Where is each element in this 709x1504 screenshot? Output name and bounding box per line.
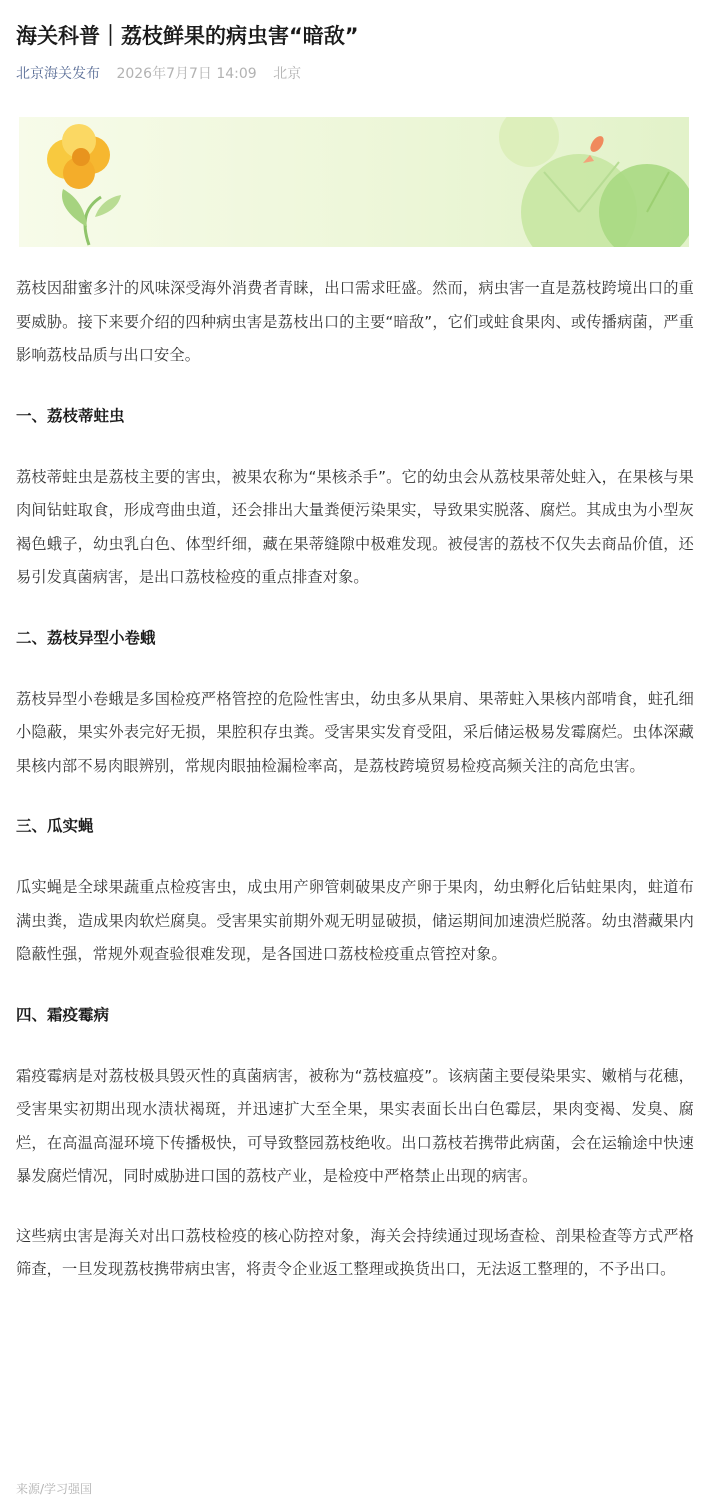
section-paragraph: 霜疫霉病是对荔枝极具毁灭性的真菌病害，被称为“荔枝瘟疫”。该病菌主要侵染果实、嫩梢与花穗，受害果实初期出现水渍状褐斑，并迅速扩大至全果，果实表面长出白色霉层，果肉变褐、发臭、腐烂，在高温高湿环境下传播极快，可导致整园荔枝绝收。出口荔枝若携带此病菌，会在运输途中快速暴发腐烂情况，同时威胁进口国的荔枝产业，是检疫中严格禁止出现的病害。: [16, 1066, 694, 1185]
leaf-icon: [62, 189, 121, 245]
section-paragraph: 荔枝异型小卷蛾是多国检疫严格管控的危险性害虫，幼虫多从果肩、果蒂蛀入果核内部啃食，蛀孔细小隐蔽，果实外表完好无损，果腔积存虫粪。受害果实发育受阻，采后储运极易发霉腐烂。虫体深藏果核内部不易肉眼辨别，常规肉眼抽检漏检率高，是荔枝跨境贸易检疫高频关注的高危虫害。: [16, 689, 694, 775]
publish-location: 北京: [273, 66, 302, 82]
article-meta: [16, 64, 301, 84]
account-name-link[interactable]: 北京海关发布: [16, 66, 100, 82]
section-heading: 二、荔枝异型小卷蛾: [16, 628, 156, 647]
header-banner-image: [19, 117, 689, 247]
article-body: [16, 272, 694, 1313]
section-heading: 一、荔枝蒂蛀虫: [16, 406, 125, 425]
source-attribution: 来源/学习强国: [16, 1482, 93, 1496]
flower-icon: [47, 124, 110, 189]
article-title: 海关科普｜荔枝鲜果的病虫害“暗敌”: [16, 24, 359, 48]
section-heading: 三、瓜实蝇: [16, 817, 94, 835]
conclusion-paragraph: 这些病虫害是海关对出口荔枝检疫的核心防控对象，海关会持续通过现场查检、剖果检查等方式严格筛查，一旦发现荔枝携带病虫害，将责令企业返工整理或换货出口，无法返工整理的，不予出口。: [16, 1226, 694, 1278]
publish-date: 2026年7月7日 14:09: [116, 66, 257, 82]
section-paragraph: 瓜实蝇是全球果蔬重点检疫害虫，成虫用产卵管刺破果皮产卵于果肉，幼虫孵化后钻蛀果肉，蛀道布满虫粪，造成果肉软烂腐臭。受害果实前期外观无明显破损，储运期间加速溃烂脱落。幼虫潜藏果内隐蔽性强，常规外观查验很难发现，是各国进口荔枝检疫重点管控对象。: [16, 878, 694, 963]
lotus-pad-icon: [499, 117, 689, 247]
section-paragraph: 荔枝蒂蛀虫是荔枝主要的害虫，被果农称为“果核杀手”。它的幼虫会从荔枝果蒂处蛀入，在果核与果肉间钻蛀取食，形成弯曲虫道，还会排出大量粪便污染果实，导致果实脱落、腐烂。其成虫为小型灰褐色蛾子，幼虫乳白色、体型纤细，藏在果蒂缝隙中极难发现。被侵害的荔枝不仅失去商品价值，还易引发真菌病害，是出口荔枝检疫的重点排查对象。: [16, 467, 694, 586]
intro-paragraph: 荔枝因甜蜜多汁的风味深受海外消费者青睐，出口需求旺盛。然而，病虫害一直是荔枝跨境出口的重要威胁。接下来要介绍的四种病虫害是荔枝出口的主要“暗敌”，它们或蛀食果肉、或传播病菌，严重影响荔枝品质与出口安全。: [16, 279, 694, 364]
section-heading: 四、霜疫霉病: [16, 1005, 110, 1024]
